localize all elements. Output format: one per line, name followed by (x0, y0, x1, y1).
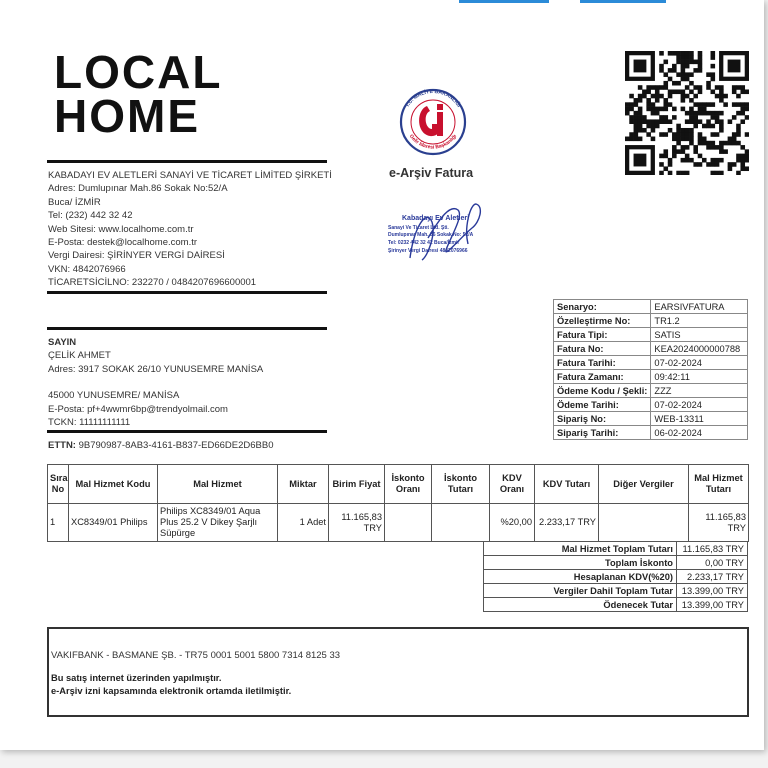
seller-address-line2: Buca/ İZMİR (48, 196, 101, 208)
stamp-line4: Tel: 0232 442 32 42 Buca/İzmir (388, 240, 460, 246)
items-header-cell: Mal Hizmet (158, 465, 278, 504)
totals-row (484, 556, 748, 570)
meta-key: Sipariş Tarihi: (554, 426, 651, 440)
totals-table (483, 541, 748, 612)
items-cell: XC8349/01 Philips (69, 504, 158, 542)
totals-key: Hesaplanan KDV(%20) (484, 570, 677, 584)
ettn (48, 440, 274, 451)
buyer-label: SAYIN (48, 337, 77, 348)
brand-logo-line2: HOME (54, 90, 200, 142)
totals-key: Mal Hizmet Toplam Tutarı (484, 542, 677, 556)
items-header-cell: KDV Tutarı (535, 465, 599, 504)
items-cell: Philips XC8349/01 Aqua Plus 25.2 V Dikey Şarjlı Süpürge (158, 504, 278, 542)
meta-row (554, 370, 748, 384)
stamp-line3: Dumlupınar Mah. 86 Sokak No: 52/A (388, 232, 474, 238)
totals-value: 2.233,17 TRY (677, 570, 748, 584)
totals-row (484, 542, 748, 556)
totals-row (484, 598, 748, 612)
items-header-cell: Mal Hizmet Kodu (69, 465, 158, 504)
ettn-value: 9B790987-8AB3-4161-B837-ED66DE2D6BB0 (78, 440, 274, 451)
totals-value: 11.165,83 TRY (677, 542, 748, 556)
meta-value: 06-02-2024 (651, 426, 748, 440)
meta-row (554, 314, 748, 328)
meta-value: 09:42:11 (651, 370, 748, 384)
seller-company: KABADAYI EV ALETLERİ SANAYİ VE TİCARET LİMİTED ŞİRKETİ (48, 170, 332, 181)
totals-key: Ödenecek Tutar (484, 598, 677, 612)
notes (51, 672, 291, 697)
buyer-email: E-Posta: pf+4wwmr6bp@trendyolmail.com (48, 403, 228, 415)
buyer-info (48, 336, 263, 429)
ettn-label: ETTN: (48, 440, 76, 451)
meta-key: Özelleştirme No: (554, 314, 651, 328)
totals-value: 13.399,00 TRY (677, 598, 748, 612)
meta-value: SATIS (651, 328, 748, 342)
meta-row (554, 426, 748, 440)
qr-code (625, 51, 749, 175)
meta-row (554, 398, 748, 412)
divider (47, 430, 327, 433)
seller-tax-office: Vergi Dairesi: ŞİRİNYER VERGİ DAİRESİ (48, 250, 225, 262)
stamp-line1: Kabadayı Ev Aletleri (402, 215, 470, 222)
bank-notes-box (47, 627, 749, 717)
items-header-cell: Sıra No (48, 465, 69, 504)
buyer-tckn: TCKN: 11111111111 (48, 417, 131, 429)
meta-value: KEA2024000000788 (651, 342, 748, 356)
items-cell (432, 504, 490, 542)
meta-key: Fatura Tipi: (554, 328, 651, 342)
seller-vkn: VKN: 4842076966 (48, 263, 126, 275)
meta-row (554, 384, 748, 398)
meta-row (554, 356, 748, 370)
buyer-name: ÇELİK AHMET (48, 350, 111, 362)
meta-value: 07-02-2024 (651, 356, 748, 370)
meta-key: Ödeme Tarihi: (554, 398, 651, 412)
items-table (47, 464, 749, 542)
items-header-cell: İskonto Tutarı (432, 465, 490, 504)
items-cell (599, 504, 689, 542)
items-cell: 1 (48, 504, 69, 542)
meta-value: WEB-13311 (651, 412, 748, 426)
seller-email: E-Posta: destek@localhome.com.tr (48, 237, 198, 249)
items-header-cell: Diğer Vergiler (599, 465, 689, 504)
meta-row (554, 412, 748, 426)
totals-value: 0,00 TRY (677, 556, 748, 570)
items-cell: 11.165,83 TRY (329, 504, 385, 542)
note-line1: Bu satış internet üzerinden yapılmıştır. (51, 673, 222, 683)
seller-trade-registry: TİCARETSİCİLNO: 232270 / 0484207696600001 (48, 277, 257, 289)
divider (47, 291, 327, 294)
meta-key: Ödeme Kodu / Şekli: (554, 384, 651, 398)
totals-row (484, 584, 748, 598)
meta-key: Fatura Zamanı: (554, 370, 651, 384)
top-button-right[interactable] (580, 0, 666, 3)
invoice-meta-table (553, 299, 748, 440)
meta-value: ZZZ (651, 384, 748, 398)
items-header-cell: Miktar (278, 465, 329, 504)
divider (47, 160, 327, 163)
stamp-line5: Şirinyer Vergi Dairesi 4842076966 (388, 248, 468, 254)
bank-info: VAKIFBANK - BASMANE ŞB. - TR75 0001 5001 5800 7314 8125 33 (51, 650, 341, 661)
table-row (48, 504, 749, 542)
items-header-cell: KDV Oranı (490, 465, 535, 504)
note-line2: e-Arşiv izni kapsamında elektronik ortamda iletilmiştir. (51, 685, 292, 696)
meta-value: 07-02-2024 (651, 398, 748, 412)
seller-phone: Tel: (232) 442 32 42 (48, 210, 133, 222)
seller-info (48, 169, 332, 290)
brand-logo-line1: LOCAL (54, 46, 223, 98)
totals-key: Toplam İskonto (484, 556, 677, 570)
meta-row (554, 342, 748, 356)
buyer-city: 45000 YUNUSEMRE/ MANİSA (48, 390, 180, 402)
meta-key: Fatura Tarihi: (554, 356, 651, 370)
seller-address-line1: Adres: Dumlupınar Mah.86 Sokak No:52/A (48, 183, 228, 195)
meta-key: Senaryo: (554, 300, 651, 314)
items-cell: 1 Adet (278, 504, 329, 542)
gib-seal-icon (394, 84, 472, 156)
items-header-cell: Birim Fiyat (329, 465, 385, 504)
items-cell (385, 504, 432, 542)
seller-website: Web Sitesi: www.localhome.com.tr (48, 223, 194, 235)
stamp-line2: Sanayi Ve Ticaret Ltd. Şti. (388, 225, 449, 231)
items-header-cell: Mal Hizmet Tutarı (689, 465, 749, 504)
seal-top-text: T.C. MALİYE BAKANLIĞI (404, 88, 462, 109)
items-cell: 11.165,83 TRY (689, 504, 749, 542)
totals-value: 13.399,00 TRY (677, 584, 748, 598)
items-cell: %20,00 (490, 504, 535, 542)
meta-key: Fatura No: (554, 342, 651, 356)
totals-key: Vergiler Dahil Toplam Tutar (484, 584, 677, 598)
meta-row (554, 300, 748, 314)
meta-row (554, 328, 748, 342)
buyer-address: Adres: 3917 SOKAK 26/10 YUNUSEMRE MANİSA (48, 363, 264, 375)
items-header-cell: İskonto Oranı (385, 465, 432, 504)
meta-value: EARSIVFATURA (651, 300, 748, 314)
items-cell: 2.233,17 TRY (535, 504, 599, 542)
top-button-left[interactable] (459, 0, 549, 3)
divider (47, 327, 327, 330)
totals-row (484, 570, 748, 584)
document-type: e-Arşiv Fatura (389, 166, 474, 180)
seal-bottom-text: Gelir İdaresi Başkanlığı (407, 133, 459, 151)
brand-logo (54, 46, 223, 142)
company-stamp-signature (380, 198, 500, 270)
meta-value: TR1.2 (651, 314, 748, 328)
meta-key: Sipariş No: (554, 412, 651, 426)
